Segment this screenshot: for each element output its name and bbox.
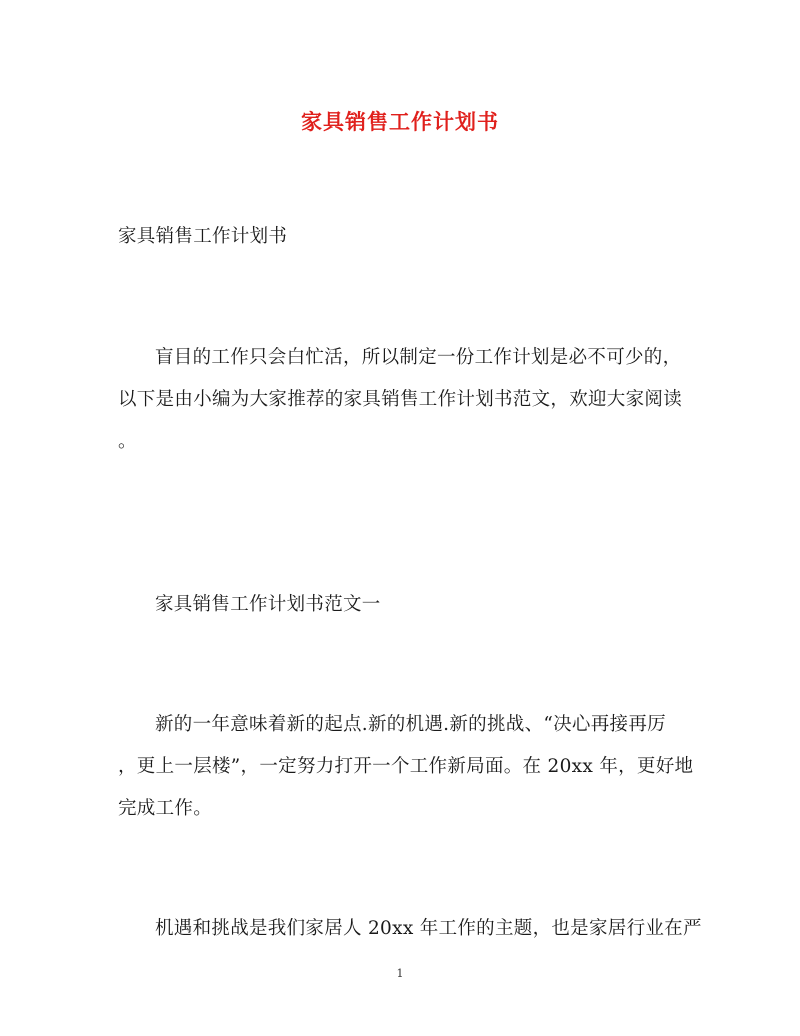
document-title: 家具销售工作计划书 [301, 109, 499, 134]
intro-line-3: 。 [118, 431, 137, 452]
para1-line-2: ，更上一层楼”，一定努力打开一个工作新局面。在 20xx 年，更好地 [118, 756, 694, 777]
para1-line-3: 完成工作。 [118, 798, 213, 819]
para1-line-1: 新的一年意味着新的起点.新的机遇.新的挑战、“决心再接再厉 [155, 714, 666, 735]
section-heading: 家具销售工作计划书范文一 [155, 594, 381, 615]
page-number: 1 [396, 967, 404, 980]
para2-line-1: 机遇和挑战是我们家居人 20xx 年工作的主题，也是家居行业在严 [155, 918, 702, 939]
document-subtitle: 家具销售工作计划书 [118, 226, 288, 247]
intro-line-2: 以下是由小编为大家推荐的家具销售工作计划书范文，欢迎大家阅读 [118, 389, 683, 410]
intro-line-1: 盲目的工作只会白忙活，所以制定一份工作计划是必不可少的， [155, 347, 682, 368]
